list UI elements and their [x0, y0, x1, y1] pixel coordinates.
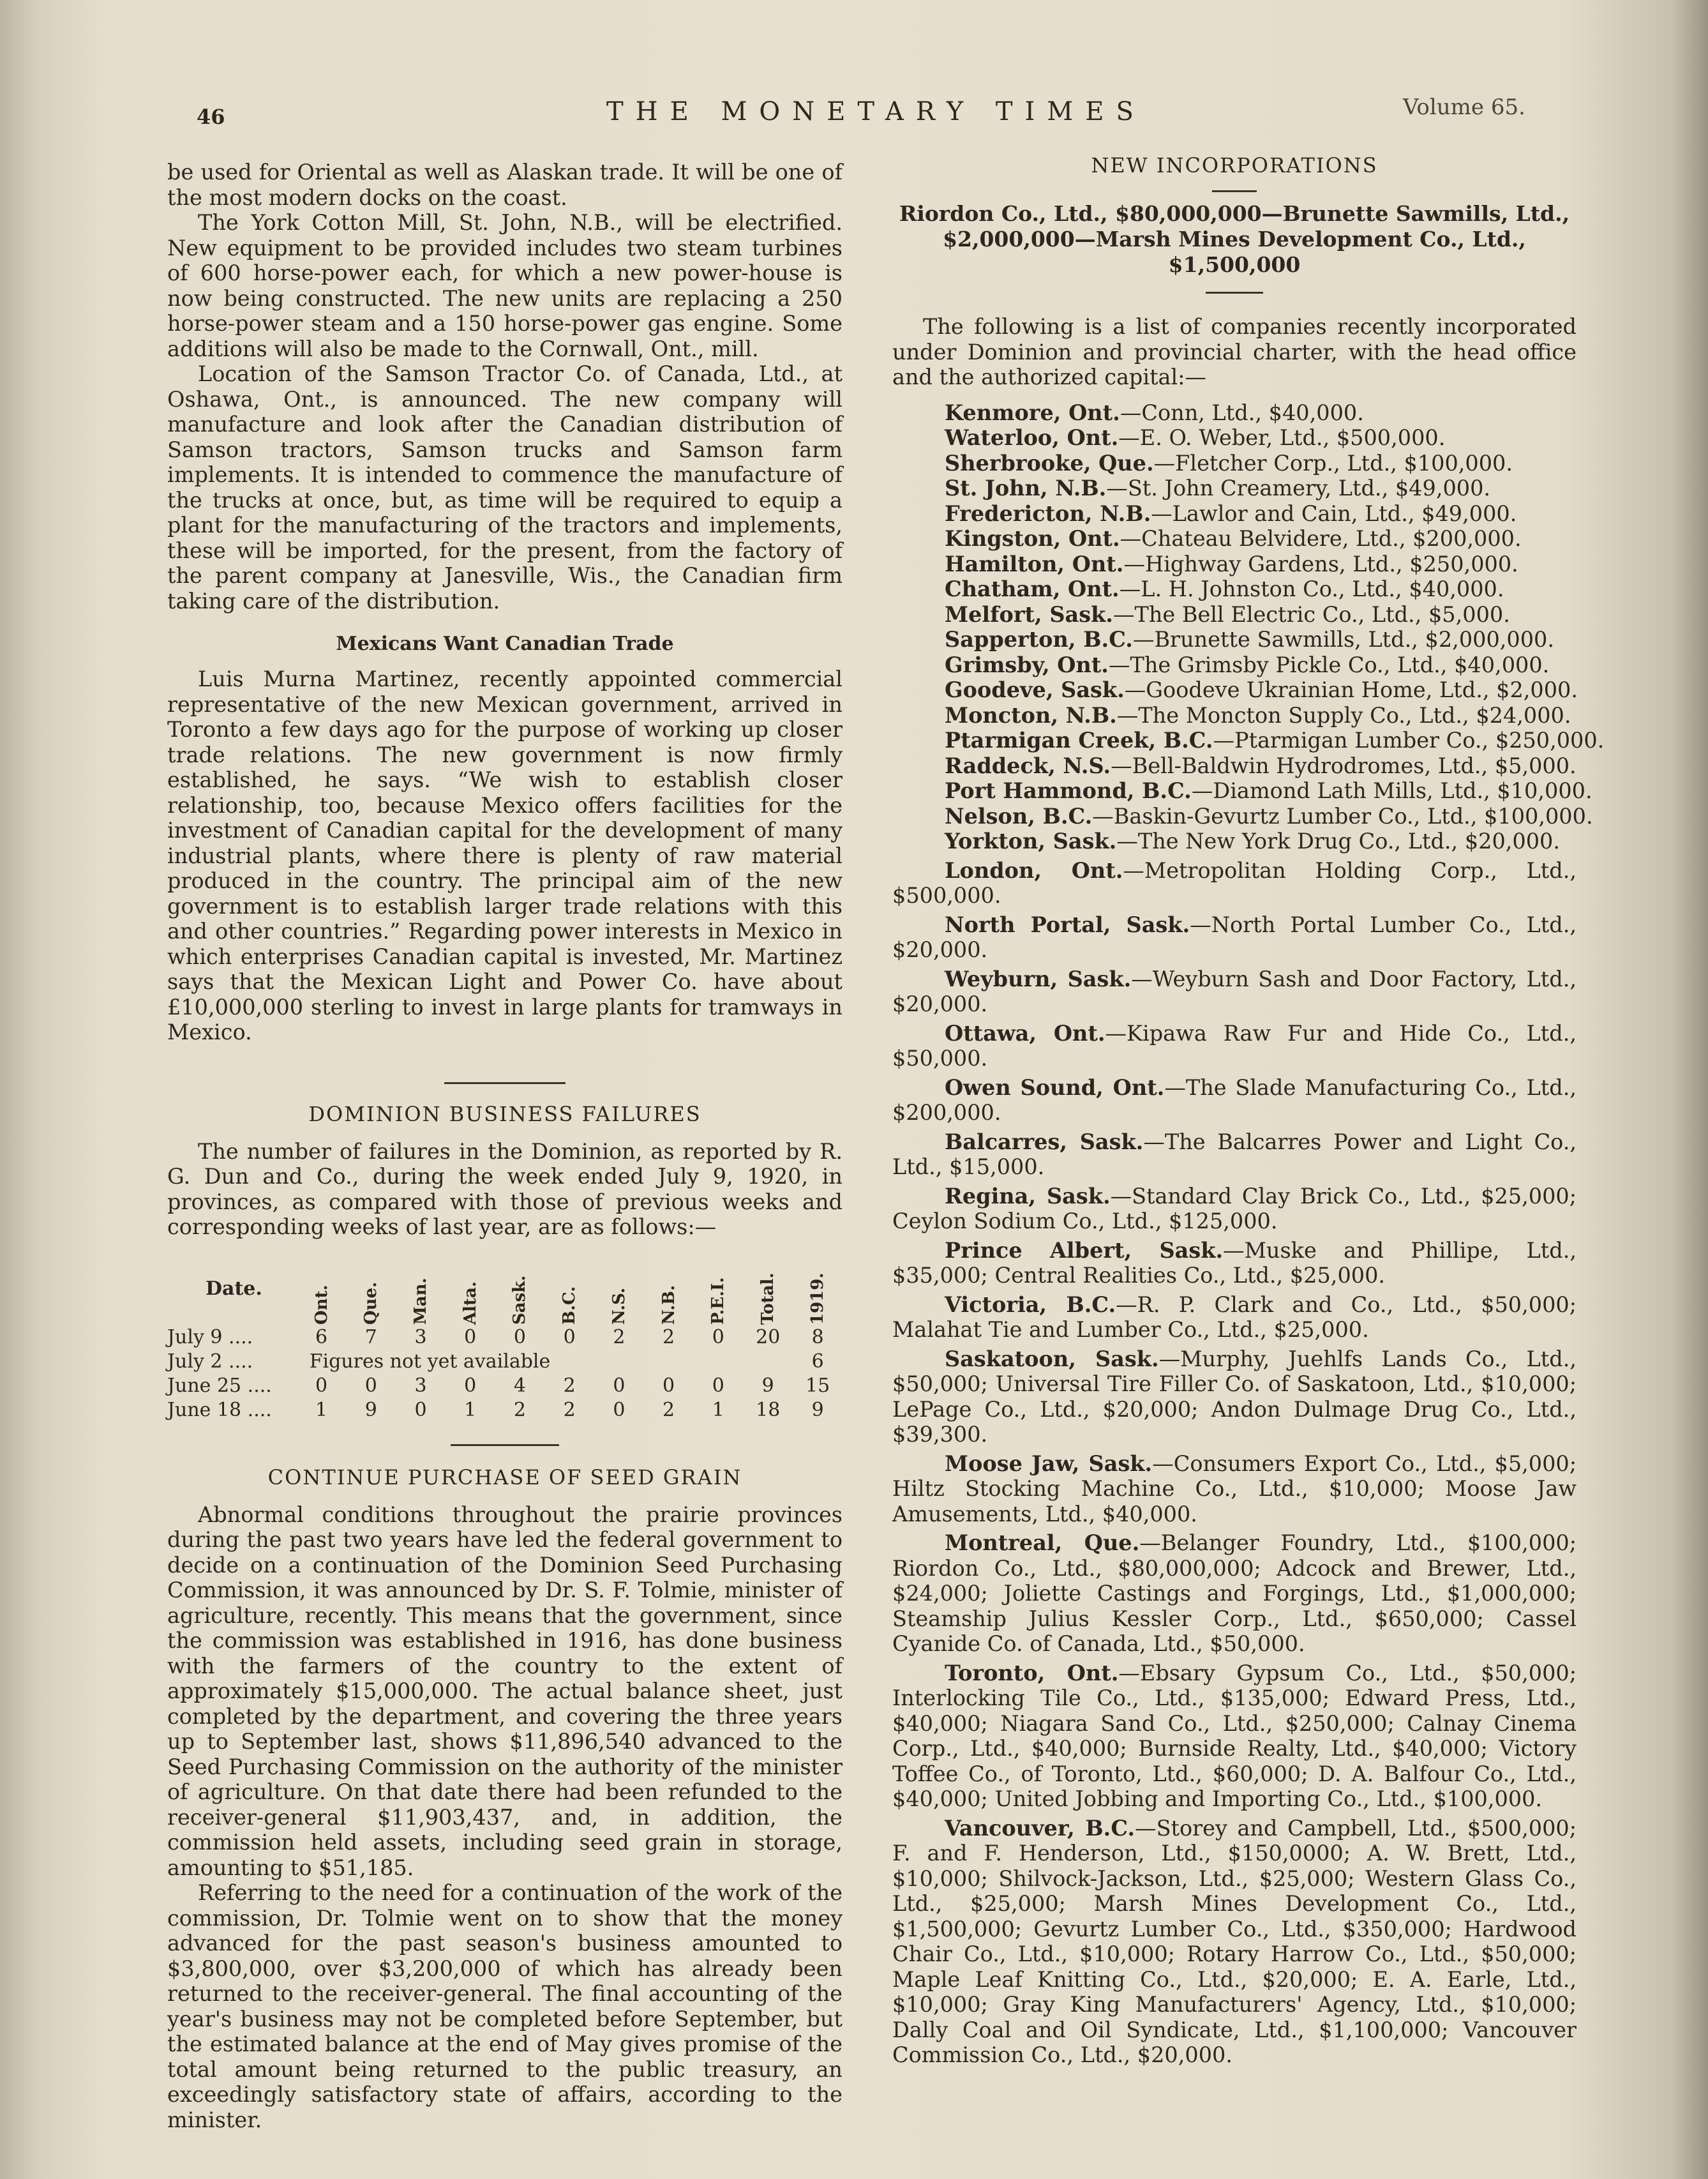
list-item — [892, 803, 1593, 829]
section-heading-mexicans: Mexicans Want Canadian Trade — [336, 633, 674, 655]
failures-table — [167, 1254, 843, 1422]
entry-text: —North Portal Lumber Co., Ltd., $20,000. — [892, 912, 1577, 962]
list-item — [892, 829, 1577, 854]
entry-text: —Kipawa Raw Fur and Hide Co., Ltd., $50,000. — [892, 1020, 1577, 1071]
entry-text: —Ebsary Gypsum Co., Ltd., $50,000; Interlocking Tile Co., Ltd., $135,000; Edward Press, Ltd., $40,000; Niagara Sand Co., Ltd., $250,000; Calnay Cinema Corp., Ltd., $40,000; Burnside Realty, Ltd., $40,000; Victory Toffee Co., of Toronto, Ltd., $60,000; D. A. Balfour Co., Ltd., $40,000; United Jobbing and Importing Co., Ltd., $100,000. — [892, 1660, 1577, 1811]
list-item — [892, 1816, 1577, 2068]
table-cell: 0 — [414, 1399, 427, 1421]
entry-place: Yorkton, Sask. — [945, 829, 1117, 854]
entry-text: —The Bell Electric Co., Ltd., $5,000. — [1112, 601, 1510, 627]
list-item — [892, 778, 1592, 804]
table-cell: 2 — [563, 1375, 576, 1397]
date-column-header: Date. — [206, 1277, 262, 1300]
entry-place: Victoria, B.C. — [945, 1292, 1116, 1317]
entry-text: —Lawlor and Cain, Ltd., $49,000. — [1151, 501, 1517, 526]
row-date: June 25 .... — [167, 1375, 272, 1397]
entry-place: Ptarmigan Creek, B.C. — [945, 728, 1213, 753]
table-cell: 3 — [414, 1326, 427, 1348]
list-item — [892, 577, 1577, 602]
entry-place: Fredericton, N.B. — [945, 501, 1151, 526]
entry-text: —Chateau Belvidere, Ltd., $200,000. — [1120, 526, 1522, 551]
table-cell: 0 — [513, 1326, 526, 1348]
entry-text: —The Moncton Supply Co., Ltd., $24,000. — [1116, 702, 1571, 728]
entry-text: —Bell-Baldwin Hydrodromes, Ltd., $5,000. — [1111, 753, 1577, 778]
list-item — [892, 1346, 1577, 1447]
entry-place: Kenmore, Ont. — [945, 400, 1120, 425]
publication-title: THE MONETARY TIMES — [606, 97, 1146, 126]
table-cell: 6 — [811, 1350, 824, 1373]
entry-place: Melfort, Sask. — [945, 601, 1113, 627]
entry-place: St. John, N.B. — [945, 476, 1107, 501]
entry-text: —Muske and Phillipe, Ltd., $35,000; Central Realities Co., Ltd., $25,000. — [892, 1237, 1577, 1288]
entry-place: Goodeve, Sask. — [945, 677, 1125, 702]
list-item — [892, 1075, 1577, 1126]
table-cell: 0 — [663, 1375, 675, 1397]
list-item — [892, 1238, 1577, 1288]
section-heading-incorporations: NEW INCORPORATIONS — [1091, 153, 1378, 177]
entry-place: Hamilton, Ont. — [945, 551, 1124, 577]
entry-text: —Metropolitan Holding Corp., Ltd., $500,000. — [892, 857, 1577, 908]
table-header-row — [167, 1254, 843, 1325]
paragraph: be used for Oriental as well as Alaskan trade. It will be one of the most modern docks on the coast. — [167, 160, 843, 210]
column-header: P.E.I. — [708, 1277, 728, 1325]
table-cell: 3 — [414, 1375, 427, 1397]
table-cell: 15 — [805, 1375, 830, 1397]
section-heading-failures: DOMINION BUSINESS FAILURES — [308, 1101, 701, 1126]
table-note: Figures not yet available — [309, 1350, 551, 1373]
table-cell: 0 — [563, 1326, 576, 1348]
list-item — [892, 1184, 1577, 1234]
table-cell: 1 — [315, 1399, 328, 1421]
list-item — [892, 677, 1577, 703]
list-item — [892, 912, 1577, 963]
column-header: 1919. — [808, 1272, 828, 1325]
entry-text: —Belanger Foundry, Ltd., $100,000; Riordon Co., Ltd., $80,000,000; Adcock and Brewer, Ltd., $24,000; Joliette Castings and Forgings, Ltd., $1,000,000; Steamship Julius Kessler Corp., Ltd., $650,000; Cassel Cyanide Co. of Canada, Ltd., $50,000. — [892, 1530, 1577, 1656]
entry-text: —The New York Drug Co., Ltd., $20,000. — [1116, 829, 1561, 854]
paragraph: Abnormal conditions throughout the prairie provinces during the past two years have led the federal government to decide on a continuation of the Dominion Seed Purchasing Commission, it was announced by Dr. S. F. Tolmie, minister of agriculture, recently. This means that the government, since the commission was established in 1916, has done business with the farmers of the country to the extent of approximately $15,000,000. The actual balance sheet, just completed by the department, and covering the three years up to September last, shows $11,896,540 advanced to the Seed Purchasing Commission on the authority of the minister of agriculture. On that date there had been refunded to the receiver-general $11,903,437, and, in addition, the commission held assets, including seed grain in storage, amounting to $51,185. — [167, 1502, 843, 1880]
paragraph: Luis Murna Martinez, recently appointed commercial representative of the new Mexican government, arrived in Toronto a few days ago for the purpose of working up closer trade relations. The new government is now firmly established, he says. “We wish to establish closer relationship, too, because Mexico offers facilities for the investment of Canadian capital for the development of many industrial plants, where there is plenty of raw material produced in the country. The principal aim of the new government is to establish larger trade relations with this and other countries.” Regarding power interests in Mexico in which enterprises Canadian capital is invested, Mr. Martinez says that the Mexican Light and Power Co. have about £10,000,000 sterling to invest in large plants for tramways in Mexico. — [167, 667, 843, 1044]
table-cell: 0 — [464, 1375, 477, 1397]
list-item — [892, 652, 1577, 678]
table-cell: 2 — [513, 1399, 526, 1421]
list-item — [892, 1530, 1577, 1657]
column-header: Alta. — [460, 1281, 480, 1325]
table-cell: 9 — [811, 1399, 824, 1421]
table-body — [167, 1325, 843, 1422]
entry-place: Balcarres, Sask. — [945, 1129, 1144, 1154]
entry-place: Raddeck, N.S. — [945, 753, 1111, 778]
table-cell: 0 — [712, 1375, 724, 1397]
list-item — [892, 501, 1577, 527]
column-header: Man. — [411, 1277, 430, 1325]
paragraph: Referring to the need for a continuation of the work of the commission, Dr. Tolmie went on to show that the money advanced for the past season's business amounted to $3,800,000, over $3,200,000 of which has already been returned to the receiver-general. The final accounting of the year's business may not be completed before September, but the estimated balance at the end of May gives promise of the total amount being returned to the public treasury, an exceedingly satisfactory state of affairs, according to the minister. — [167, 1880, 843, 2132]
table-cell: 0 — [613, 1399, 626, 1421]
entry-place: Nelson, B.C. — [945, 803, 1093, 829]
entry-text: —Diamond Lath Mills, Ltd., $10,000. — [1191, 778, 1592, 803]
entry-text: —Ptarmigan Lumber Co., $250,000. — [1213, 728, 1605, 753]
entry-place: Waterloo, Ont. — [945, 425, 1119, 450]
entry-text: —Baskin-Gevurtz Lumber Co., Ltd., $100,000. — [1092, 803, 1593, 829]
section-heading-seed-grain: CONTINUE PURCHASE OF SEED GRAIN — [267, 1465, 742, 1489]
table-cell: 9 — [364, 1399, 377, 1421]
column-header: Sask. — [510, 1275, 530, 1325]
table-cell: 20 — [756, 1326, 781, 1348]
entry-text: —Consumers Export Co., Ltd., $5,000; Hiltz Stocking Machine Co., Ltd., $10,000; Moose Jaw Amusements, Ltd., $40,000. — [892, 1451, 1577, 1527]
list-item — [892, 753, 1577, 779]
list-item — [892, 703, 1577, 728]
entry-text: —Conn, Ltd., $40,000. — [1120, 400, 1364, 425]
entry-text: —St. John Creamery, Ltd., $49,000. — [1106, 476, 1491, 501]
list-item — [892, 476, 1577, 501]
entry-text: —The Balcarres Power and Light Co., Ltd., $15,000. — [892, 1129, 1577, 1179]
entry-place: Ottawa, Ont. — [945, 1020, 1105, 1046]
entry-place: Port Hammond, B.C. — [945, 778, 1192, 803]
list-item — [892, 451, 1577, 476]
list-item — [892, 1129, 1577, 1180]
list-item — [892, 627, 1577, 652]
table-cell: 0 — [712, 1326, 724, 1348]
table-cell: 0 — [364, 1375, 377, 1397]
entry-place: Moncton, N.B. — [945, 702, 1117, 728]
entry-text: —Fletcher Corp., Ltd., $100,000. — [1153, 450, 1513, 476]
right-column — [892, 153, 1605, 2068]
incorporation-long-list — [892, 858, 1577, 2068]
list-item — [892, 526, 1577, 552]
entry-text: —The Grimsby Pickle Co., Ltd., $40,000. — [1108, 652, 1550, 677]
table-row — [167, 1398, 843, 1422]
incorporation-list — [892, 400, 1605, 854]
entry-place: Weyburn, Sask. — [945, 966, 1132, 991]
table-cell: 0 — [464, 1326, 477, 1348]
list-item — [892, 1451, 1577, 1527]
table-cell: 18 — [756, 1399, 781, 1421]
entry-place: Toronto, Ont. — [945, 1660, 1119, 1685]
divider — [1212, 190, 1257, 192]
divider — [444, 1082, 566, 1084]
table-cell: 0 — [315, 1375, 328, 1397]
column-header: Total. — [758, 1272, 778, 1325]
entry-place: North Portal, Sask. — [945, 912, 1190, 937]
entry-place: London, Ont. — [945, 857, 1123, 883]
table-cell: 0 — [613, 1375, 626, 1397]
entry-text: —Brunette Sawmills, Ltd., $2,000,000. — [1132, 627, 1554, 652]
list-item — [892, 1661, 1577, 1812]
list-item — [892, 728, 1605, 753]
entry-place: Chatham, Ont. — [945, 577, 1120, 601]
row-date: July 9 .... — [167, 1326, 253, 1348]
table-cell: 9 — [761, 1375, 774, 1397]
incorporations-subhead: Riordon Co., Ltd., $80,000,000—Brunette Sawmills, Ltd., $2,000,000—Marsh Mines Development Co., Ltd., $1,500,000 — [899, 201, 1570, 277]
list-item — [892, 1021, 1577, 1071]
divider — [1206, 292, 1263, 294]
list-item — [892, 858, 1577, 909]
entry-place: Vancouver, B.C. — [945, 1815, 1135, 1841]
list-item — [892, 967, 1577, 1017]
table-cell: 7 — [364, 1326, 377, 1348]
left-column — [167, 160, 843, 2132]
table-row — [167, 1350, 843, 1374]
entry-text: —Goodeve Ukrainian Home, Ltd., $2,000. — [1124, 677, 1578, 702]
table-cell: 2 — [563, 1399, 576, 1421]
table-row — [167, 1325, 843, 1350]
paragraph: The York Cotton Mill, St. John, N.B., will be electrified. New equipment to be provided includes two steam turbines of 600 horse-power each, for which a new power-house is now being constructed. The new units are replacing a 250 horse-power steam and a 150 horse-power gas engine. Some additions will also be made to the Cornwall, Ont., mill. — [167, 210, 843, 361]
table-cell: 4 — [513, 1375, 526, 1397]
table-cell: 8 — [811, 1326, 824, 1348]
column-header: Que. — [361, 1281, 381, 1325]
paragraph: Location of the Samson Tractor Co. of Canada, Ltd., at Oshawa, Ont., is announced. The new company will manufacture and look after the Canadian distribution of Samson tractors, Samson trucks and Samson farm implements. It is intended to commence the manufacture of the trucks at once, but, as time will be required to equip a plant for the manufacturing of the tractors and implements, these will be imported, for the present, from the factory of the parent company at Janesville, Wis., the Canadian firm taking care of the distribution. — [167, 361, 843, 614]
table-row — [167, 1374, 843, 1398]
table-cell: 2 — [663, 1399, 675, 1421]
entry-text: —Standard Clay Brick Co., Ltd., $25,000; Ceylon Sodium Co., Ltd., $125,000. — [892, 1183, 1577, 1233]
page-number: 46 — [197, 105, 225, 129]
column-header: N.B. — [659, 1285, 678, 1325]
entry-place: Kingston, Ont. — [945, 526, 1120, 551]
entry-place: Sapperton, B.C. — [945, 627, 1133, 652]
list-item — [892, 552, 1577, 577]
table-cell: 1 — [712, 1399, 724, 1421]
entry-place: Grimsby, Ont. — [945, 652, 1109, 677]
entry-text: —L. H. Johnston Co., Ltd., $40,000. — [1119, 577, 1504, 601]
entry-place: Montreal, Que. — [945, 1530, 1140, 1555]
entry-place: Sherbrooke, Que. — [945, 450, 1154, 476]
entry-text: —Storey and Campbell, Ltd., $500,000; F. and F. Henderson, Ltd., $150,0000; A. W. Brett, Ltd., $10,000; Shilvock-Jackson, Ltd., $25,000; Western Glass Co., Ltd., $25,000; Marsh Mines Development Co., Ltd., $1,500,000; Gevurtz Lumber Co., Ltd., $350,000; Hardwood Chair Co., Ltd., $10,000; Rotary Harrow Co., Ltd., $50,000; Maple Leaf Knitting Co., Ltd., $20,000; E. A. Earle, Ltd., $10,000; Gray King Manufacturers' Agency, Ltd., $10,000; Dally Coal and Oil Syndicate, Ltd., $1,100,000; Vancouver Commission Co., Ltd., $20,000. — [892, 1815, 1577, 2067]
list-item — [892, 1292, 1577, 1343]
row-date: June 18 .... — [167, 1399, 272, 1421]
table-cell: 6 — [315, 1326, 328, 1348]
paragraph: The number of failures in the Dominion, as reported by R. G. Dun and Co., during the week ended July 9, 1920, in provinces, as compared with those of previous weeks and corresponding weeks of last year, are as follows:— — [167, 1138, 843, 1239]
entry-place: Moose Jaw, Sask. — [945, 1451, 1153, 1476]
page-header — [0, 94, 1708, 133]
list-item — [892, 602, 1577, 628]
list-item — [892, 425, 1577, 451]
list-item — [892, 400, 1577, 426]
table-cell: 1 — [464, 1399, 477, 1421]
divider — [451, 1444, 559, 1446]
entry-text: —Murphy, Juehlfs Lands Co., Ltd., $50,000; Universal Tire Filler Co. of Saskatoon, Ltd., $10,000; LePage Co., Ltd., $20,000; Andon Dulmage Drug Co., Ltd., $39,300. — [892, 1346, 1577, 1447]
entry-place: Prince Albert, Sask. — [945, 1237, 1224, 1263]
entry-place: Owen Sound, Ont. — [945, 1074, 1165, 1100]
row-date: July 2 .... — [167, 1350, 253, 1373]
entry-place: Saskatoon, Sask. — [945, 1346, 1159, 1371]
column-header: B.C. — [560, 1286, 580, 1325]
column-header: Ont. — [311, 1284, 331, 1325]
entry-text: —Highway Gardens, Ltd., $250,000. — [1123, 551, 1518, 577]
table-cell: 2 — [663, 1326, 675, 1348]
column-header: N.S. — [609, 1287, 629, 1325]
table-cell: 2 — [613, 1326, 626, 1348]
entry-text: —The Slade Manufacturing Co., Ltd., $200,000. — [892, 1074, 1577, 1125]
paragraph: The following is a list of companies recently incorporated under Dominion and provincial charter, with the head office and the authorized capital:— — [892, 314, 1577, 389]
entry-text: —R. P. Clark and Co., Ltd., $50,000; Malahat Tie and Lumber Co., Ltd., $25,000. — [892, 1292, 1577, 1342]
entry-text: —Weyburn Sash and Door Factory, Ltd., $20,000. — [892, 966, 1577, 1016]
volume-label: Volume 65. — [1403, 94, 1525, 120]
entry-place: Regina, Sask. — [945, 1183, 1111, 1209]
entry-text: —E. O. Weber, Ltd., $500,000. — [1118, 425, 1446, 450]
